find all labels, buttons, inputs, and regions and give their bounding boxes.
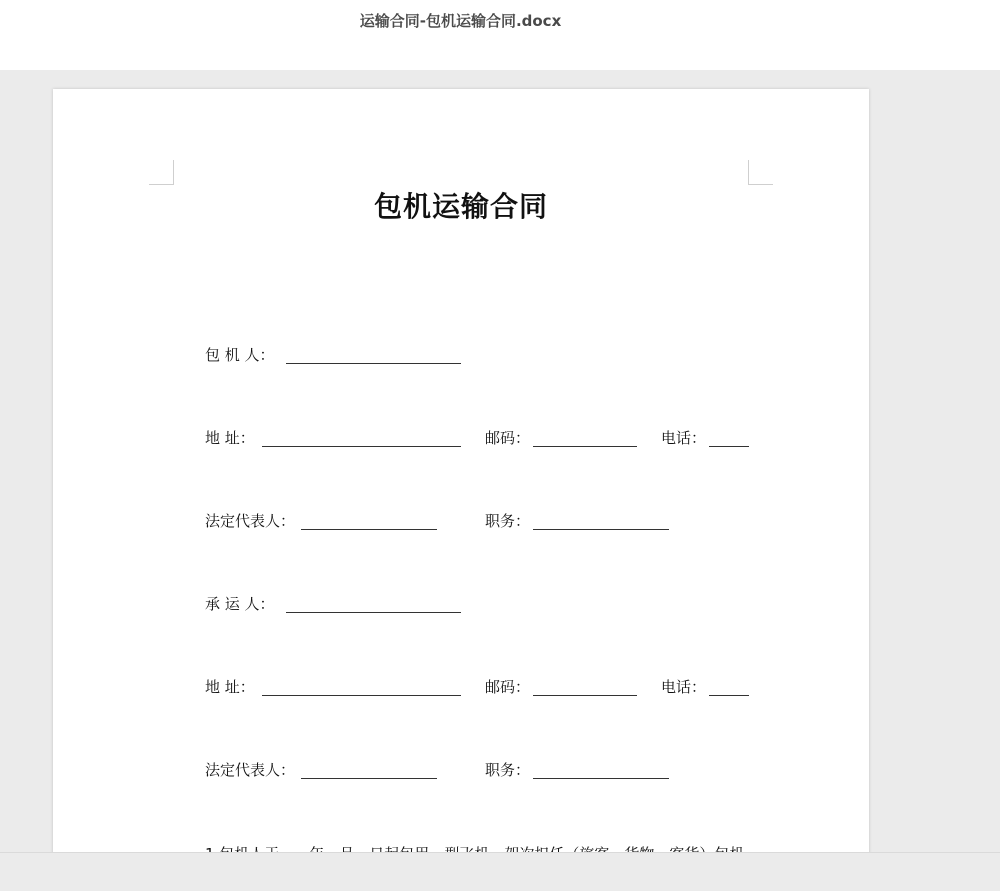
- carrier-address-blank: [262, 695, 461, 696]
- carrier-position-label: 职务：: [485, 761, 531, 779]
- charterer-legal-rep-blank: [301, 529, 437, 530]
- carrier-legal-rep-blank: [301, 778, 437, 779]
- charterer-name-line: [205, 344, 825, 368]
- charterer-postcode-blank: [533, 446, 637, 447]
- charterer-phone-label: 电话：: [661, 429, 707, 447]
- margin-corner-top-right: [748, 160, 773, 185]
- charterer-phone-blank: [709, 446, 749, 447]
- charterer-position-label: 职务：: [485, 512, 531, 530]
- charterer-address-blank: [262, 446, 461, 447]
- carrier-address-line: [205, 676, 825, 700]
- bottom-toolbar: [0, 852, 1000, 891]
- carrier-phone-label: 电话：: [661, 678, 707, 696]
- charterer-address-line: [205, 427, 825, 451]
- document-viewer[interactable]: [0, 70, 1000, 852]
- carrier-phone-blank: [709, 695, 749, 696]
- document-page: [53, 89, 869, 889]
- carrier-address-label: 地 址：: [205, 678, 255, 696]
- carrier-position-blank: [533, 778, 669, 779]
- carrier-name-label: 承 运 人：: [205, 595, 275, 613]
- charterer-legal-rep-label: 法定代表人：: [205, 512, 296, 530]
- carrier-postcode-blank: [533, 695, 637, 696]
- carrier-legal-rep-label: 法定代表人：: [205, 761, 296, 779]
- document-title: 包机运输合同: [373, 190, 548, 223]
- charterer-legal-rep-line: [205, 510, 825, 534]
- charterer-position-blank: [533, 529, 669, 530]
- file-title: 运输合同-包机运输合同.docx: [359, 12, 562, 30]
- charterer-name-label: 包 机 人：: [205, 346, 275, 364]
- charterer-postcode-label: 邮码：: [485, 429, 531, 447]
- title-bar: [0, 0, 1000, 70]
- carrier-legal-rep-line: [205, 759, 825, 783]
- carrier-name-line: [205, 593, 825, 617]
- margin-corner-top-left: [149, 160, 174, 185]
- charterer-address-label: 地 址：: [205, 429, 255, 447]
- charterer-name-blank: [286, 363, 461, 364]
- carrier-postcode-label: 邮码：: [485, 678, 531, 696]
- carrier-name-blank: [286, 612, 461, 613]
